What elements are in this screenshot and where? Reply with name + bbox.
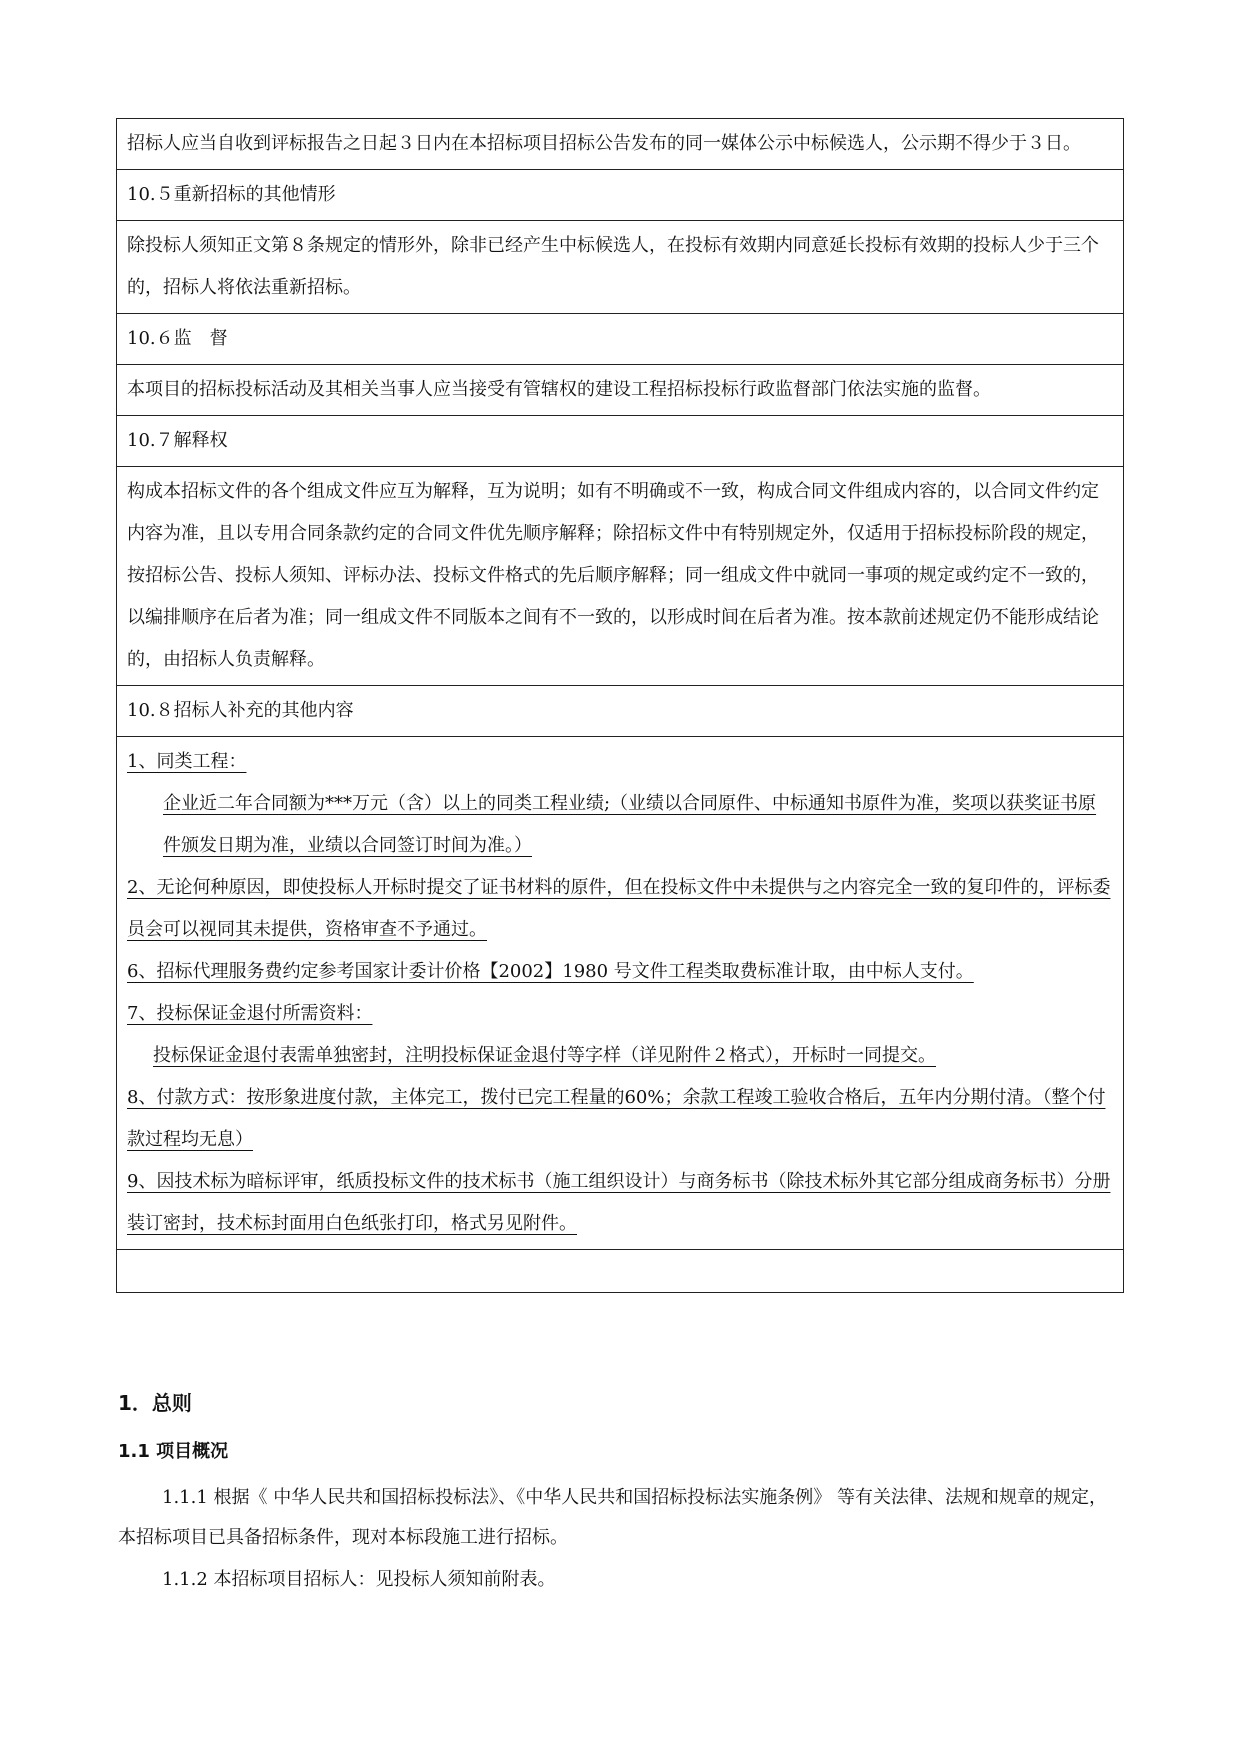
row-text: 构成本招标文件的各个组成文件应互为解释，互为说明；如有不明确或不一致，构成合同文件组成内容的，以合同文件约定内容为准，且以专用合同条款约定的合同文件优先顺序解释；除招标文件中有特别规定外，仅适用于招标投标阶段的规定，按招标公告、投标人须知、评标办法、投标文件格式的先后顺序解释；同一组成文件中就同一事项的规定或约定不一致的，以编排顺序在后者为准；同一组成文件不同版本之间有不一致的，以形成时间在后者为准。按本款前述规定仍不能形成结论的，由招标人负责解释。 (127, 481, 1099, 670)
supervision-paragraph (117, 365, 1124, 416)
item-text: 8、付款方式：按形象进度付款，主体完工，拨付已完工程量的60%；余款工程竣工验收合格后，五年内分期付清。（整个付款过程均无息） (127, 1087, 1106, 1150)
item-text: 企业近二年合同额为***万元（含）以上的同类工程业绩;（业绩以合同原件、中标通知书原件为准，奖项以获奖证书原件颁发日期为准，业绩以合同签订时间为准。） (163, 793, 1097, 856)
row-text: 招标人应当自收到评标报告之日起３日内在本招标项目招标公告发布的同一媒体公示中标候选人，公示期不得少于３日。 (127, 133, 1081, 154)
interpretation-paragraph (117, 467, 1124, 686)
supplement-item-1-title (127, 741, 1113, 783)
table-row (117, 737, 1124, 1250)
table-row (117, 1250, 1124, 1293)
body-paragraph: 1.1.2 本招标项目招标人：见投标人须知前附表。 (162, 1569, 556, 1590)
row-text: 除投标人须知正文第８条规定的情形外，除非已经产生中标候选人，在投标有效期内同意延长投标有效期的投标人少于三个的，招标人将依法重新招标。 (127, 235, 1099, 298)
table-row (117, 467, 1124, 686)
interpretation-heading: 10.７解释权 (117, 416, 1124, 467)
section-title: 1．总则 (118, 1391, 192, 1415)
table-row (117, 119, 1124, 170)
item-text: 9、因技术标为暗标评审，纸质投标文件的技术标书（施工组织设计）与商务标书（除技术标外其它部分组成商务标书）分册装订密封，技术标封面用白色纸张打印，格式另见附件。 (127, 1171, 1111, 1234)
supplement-item-9 (127, 1161, 1113, 1245)
supervision-heading: 10.６监 督 (117, 314, 1124, 365)
supplement-item-2 (127, 867, 1113, 951)
table-row (117, 416, 1124, 467)
supplement-item-8 (127, 1077, 1113, 1161)
supplement-heading: 10.８招标人补充的其他内容 (117, 686, 1124, 737)
row-text: 本项目的招标投标活动及其相关当事人应当接受有管辖权的建设工程招标投标行政监督部门依法实施的监督。 (127, 379, 991, 400)
supplement-content (117, 737, 1124, 1250)
supplement-item-7-title (127, 993, 1113, 1035)
item-text: 2、无论何种原因，即使投标人开标时提交了证书材料的原件，但在投标文件中未提供与之内容完全一致的复印件的，评标委员会可以视同其未提供，资格审查不予通过。 (127, 877, 1111, 940)
table-row (117, 686, 1124, 737)
body-paragraph: 1.1.1 根据《 中华人民共和国招标投标法》、《中华人民共和国招标投标法实施条例》 等有关法律、法规和规章的规定，本招标项目已具备招标条件，现对本标段施工进行招标。 (118, 1487, 1107, 1548)
table-row (117, 170, 1124, 221)
rebid-heading: 10.５重新招标的其他情形 (117, 170, 1124, 221)
empty-cell (117, 1250, 1124, 1293)
item-text: 7、投标保证金退付所需资料： (127, 1003, 373, 1024)
subsection-title: 1.1 项目概况 (118, 1441, 229, 1462)
supplement-item-7-body (127, 1035, 1113, 1077)
item-text: 投标保证金退付表需单独密封，注明投标保证金退付等字样（详见附件２格式），开标时一同提交。 (153, 1045, 936, 1066)
item-text: 1、同类工程： (127, 751, 247, 772)
table-row (117, 314, 1124, 365)
table-row (117, 365, 1124, 416)
instructions-table (116, 118, 1124, 1293)
item-text: 6、招标代理服务费约定参考国家计委计价格【2002】1980 号文件工程类取费标准计取，由中标人支付。 (127, 961, 974, 982)
rebid-paragraph (117, 221, 1124, 314)
supplement-item-1-body (127, 783, 1113, 867)
supplement-item-6 (127, 951, 1113, 993)
table-row (117, 221, 1124, 314)
announcement-paragraph (117, 119, 1124, 170)
